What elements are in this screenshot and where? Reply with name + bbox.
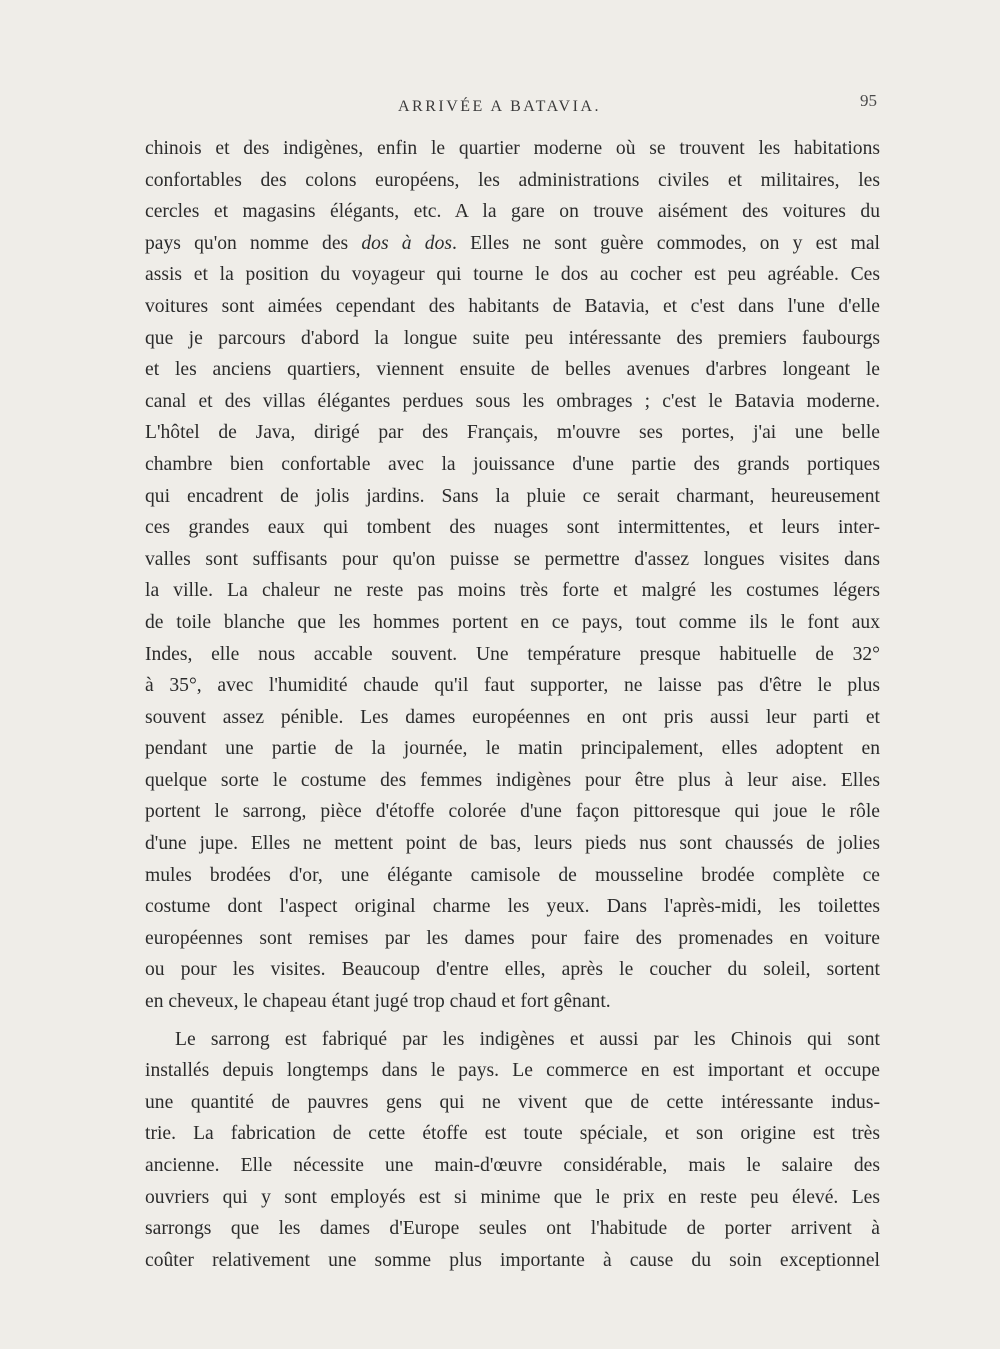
text-line: et les anciens quartiers, viennent ensuite de belles avenues d'arbres longeant le bbox=[145, 359, 880, 381]
text-line: voitures sont aimées cependant des habitants de Batavia, et c'est dans l'une d'elle bbox=[145, 295, 880, 317]
text-line: chambre bien confortable avec la jouissance d'une partie des grands portiques bbox=[145, 453, 880, 475]
text-line: européennes sont remises par les dames pour faire des promenades en voiture bbox=[145, 927, 880, 949]
running-title: ARRIVÉE A BATAVIA. bbox=[398, 98, 601, 115]
text-line: canal et des villas élégantes perdues sous les ombrages ; c'est le Batavia moderne. bbox=[145, 390, 880, 412]
text-line: souvent assez pénible. Les dames européennes en ont pris aussi leur parti et bbox=[145, 706, 880, 728]
text-line: en cheveux, le chapeau étant jugé trop chaud et fort gênant. bbox=[145, 991, 611, 1013]
text-line: Indes, elle nous accable souvent. Une température presque habituelle de 32° bbox=[145, 643, 880, 665]
text-line: portent le sarrong, pièce d'étoffe colorée d'une façon pittoresque qui joue le rôle bbox=[145, 801, 880, 823]
text-line: la ville. La chaleur ne reste pas moins très forte et malgré les costumes légers bbox=[145, 580, 880, 602]
italic-term: dos à dos bbox=[361, 232, 453, 254]
text-line: qui encadrent de jolis jardins. Sans la pluie ce serait charmant, heureusement bbox=[145, 485, 880, 507]
text-line: ou pour les visites. Beaucoup d'entre elles, après le coucher du soleil, sortent bbox=[145, 959, 880, 981]
text-line: mules brodées d'or, une élégante camisole de mousseline brodée complète ce bbox=[145, 864, 880, 886]
paragraph-1 bbox=[145, 133, 880, 1018]
text-line: pendant une partie de la journée, le matin principalement, elles adoptent en bbox=[145, 738, 880, 760]
text-line: confortables des colons européens, les administrations civiles et militaires, les bbox=[145, 169, 880, 191]
text-line: coûter relativement une somme plus importante à cause du soin exceptionnel bbox=[145, 1249, 880, 1271]
text-line: valles sont suffisants pour qu'on puisse se permettre d'assez longues visites dans bbox=[145, 548, 880, 570]
paragraph-2 bbox=[145, 1024, 880, 1277]
text-line: pays qu'on nomme des dos à dos. Elles ne sont guère commodes, on y est mal bbox=[145, 232, 880, 254]
page-number: 95 bbox=[860, 91, 877, 110]
text-line: que je parcours d'abord la longue suite peu intéressante des premiers faubourgs bbox=[145, 327, 880, 349]
text-line: chinois et des indigènes, enfin le quartier moderne où se trouvent les habitations bbox=[145, 138, 880, 159]
text-line: une quantité de pauvres gens qui ne vivent que de cette intéressante indus- bbox=[145, 1091, 880, 1113]
text-line: ces grandes eaux qui tombent des nuages sont intermittentes, et leurs inter- bbox=[145, 517, 880, 539]
text-line: cercles et magasins élégants, etc. A la gare on trouve aisément des voitures du bbox=[145, 201, 880, 223]
text-line: Le sarrong est fabriqué par les indigènes et aussi par les Chinois qui sont bbox=[175, 1028, 880, 1050]
text-line: ouvriers qui y sont employés est si minime que le prix en reste peu élevé. Les bbox=[145, 1186, 880, 1208]
text-line: trie. La fabrication de cette étoffe est toute spéciale, et son origine est très bbox=[145, 1123, 880, 1145]
text-line: ancienne. Elle nécessite une main-d'œuvre considérable, mais le salaire des bbox=[145, 1155, 880, 1176]
text-line: d'une jupe. Elles ne mettent point de bas, leurs pieds nus sont chaussés de jolies bbox=[145, 833, 880, 855]
text-line: installés depuis longtemps dans le pays. Le commerce en est important et occupe bbox=[145, 1060, 880, 1082]
body-text bbox=[145, 133, 880, 1276]
text-line: sarrongs que les dames d'Europe seules ont l'habitude de porter arrivent à bbox=[145, 1218, 880, 1240]
text-line: de toile blanche que les hommes portent en ce pays, tout comme ils le font aux bbox=[145, 611, 880, 633]
text-line: costume dont l'aspect original charme les yeux. Dans l'après-midi, les toilettes bbox=[145, 896, 880, 918]
text-line: quelque sorte le costume des femmes indigènes pour être plus à leur aise. Elles bbox=[145, 769, 880, 791]
running-head bbox=[0, 91, 1000, 128]
text-line: L'hôtel de Java, dirigé par des Français, m'ouvre ses portes, j'ai une belle bbox=[145, 422, 880, 444]
text-line: assis et la position du voyageur qui tourne le dos au cocher est peu agréable. Ces bbox=[145, 264, 880, 286]
text-line: à 35°, avec l'humidité chaude qu'il faut supporter, ne laisse pas d'être le plus bbox=[145, 675, 880, 697]
